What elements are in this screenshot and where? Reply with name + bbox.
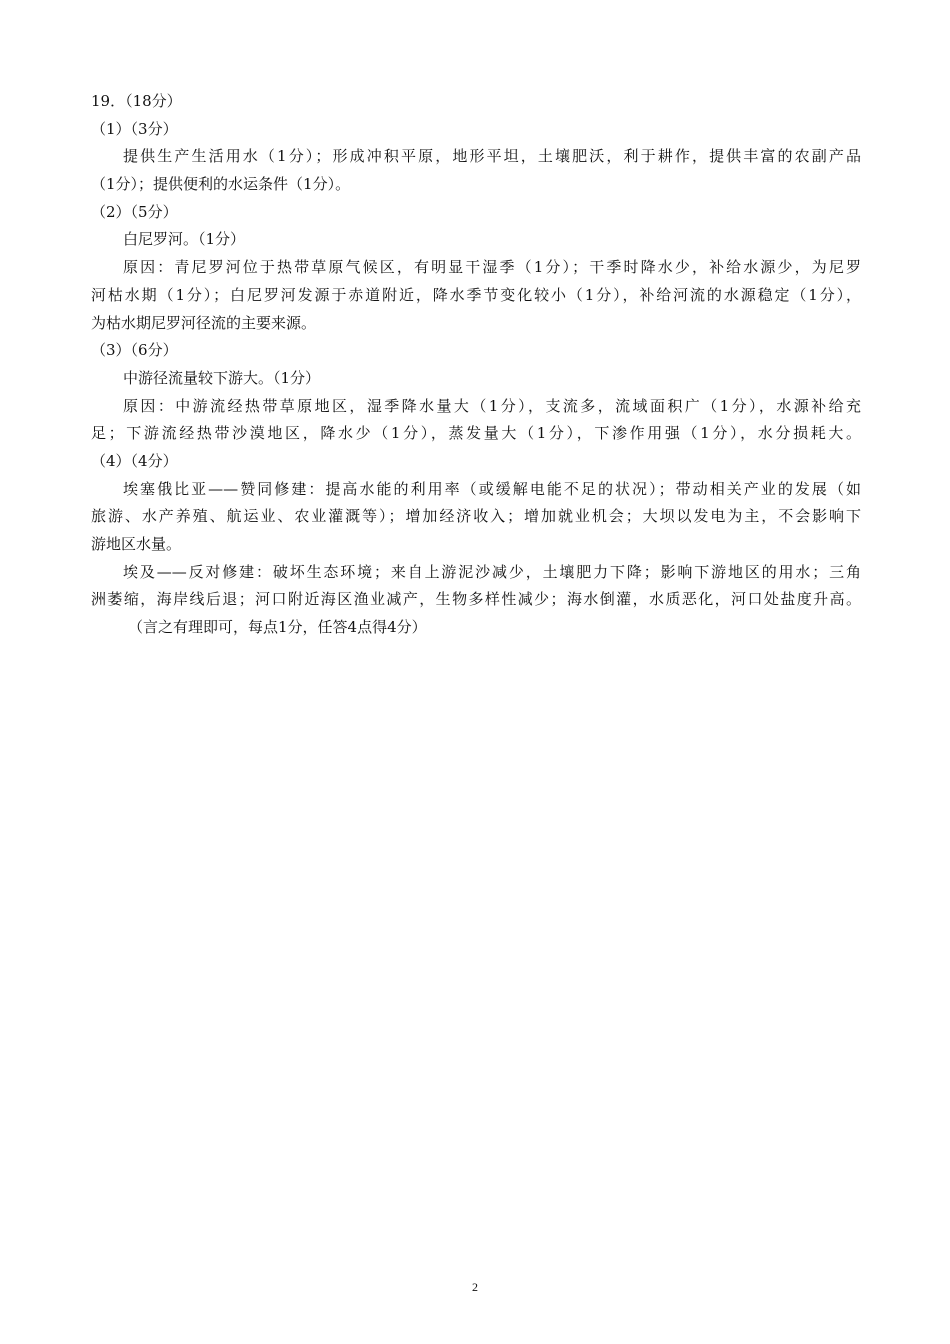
part-4-egypt-line-2: 洲萎缩，海岸线后退；河口附近海区渔业减产，生物多样性减少；海水倒灌，水质恶化，河口处盐度升高。: [91, 590, 861, 609]
part-3-heading: （3）（6分）: [91, 341, 178, 360]
answer-document: [91, 88, 861, 642]
part-2-heading: （2）（5分）: [91, 202, 178, 221]
question-heading: 19．（18分）: [91, 92, 182, 110]
part-1-heading: （1）（3分）: [91, 119, 178, 138]
part-4-heading: （4）（4分）: [91, 451, 178, 470]
part-3-reason-line-2: 足；下游流经热带沙漠地区，降水少（1分），蒸发量大（1分），下渗作用强（1分），水分损耗大。: [91, 424, 861, 443]
part-4-ethiopia-line-3: 游地区水量。: [91, 535, 182, 553]
part-1-answer-line-1: 提供生产生活用水（1分）；形成冲积平原，地形平坦，土壤肥沃，利于耕作，提供丰富的农副产品: [123, 147, 861, 166]
part-2-reason-line-3: 为枯水期尼罗河径流的主要来源。: [91, 313, 317, 332]
part-4-ethiopia-line-2: 旅游、水产养殖、航运业、农业灌溉等）；增加经济收入；增加就业机会；大坝以发电为主，不会影响下: [91, 507, 861, 526]
part-3-conclusion: 中游径流量较下游大。（1分）: [123, 368, 321, 387]
page-number: 2: [472, 1280, 478, 1294]
part-1-answer-line-2: （1分）；提供便利的水运条件（1分）。: [91, 175, 351, 194]
part-2-conclusion: 白尼罗河。（1分）: [123, 230, 246, 249]
part-4-egypt-line-1: 埃及——反对修建：破坏生态环境；来自上游泥沙减少，土壤肥力下降；影响下游地区的用水；三角: [123, 562, 861, 581]
part-4-ethiopia-line-1: 埃塞俄比亚——赞同修建：提高水能的利用率（或缓解电能不足的状况）；带动相关产业的发展（如: [123, 479, 861, 498]
part-2-reason-line-1: 原因：青尼罗河位于热带草原气候区，有明显干湿季（1分）；干季时降水少，补给水源少，为尼罗: [123, 258, 861, 277]
part-3-reason-line-1: 原因：中游流经热带草原地区，湿季降水量大（1分），支流多，流域面积广（1分），水源补给充: [123, 396, 861, 415]
part-2-reason-line-2: 河枯水期（1分）；白尼罗河发源于赤道附近，降水季节变化较小（1分），补给河流的水源稳定（1分），: [91, 285, 861, 304]
scoring-note: （言之有理即可，每点1分，任答4点得4分）: [128, 618, 427, 637]
